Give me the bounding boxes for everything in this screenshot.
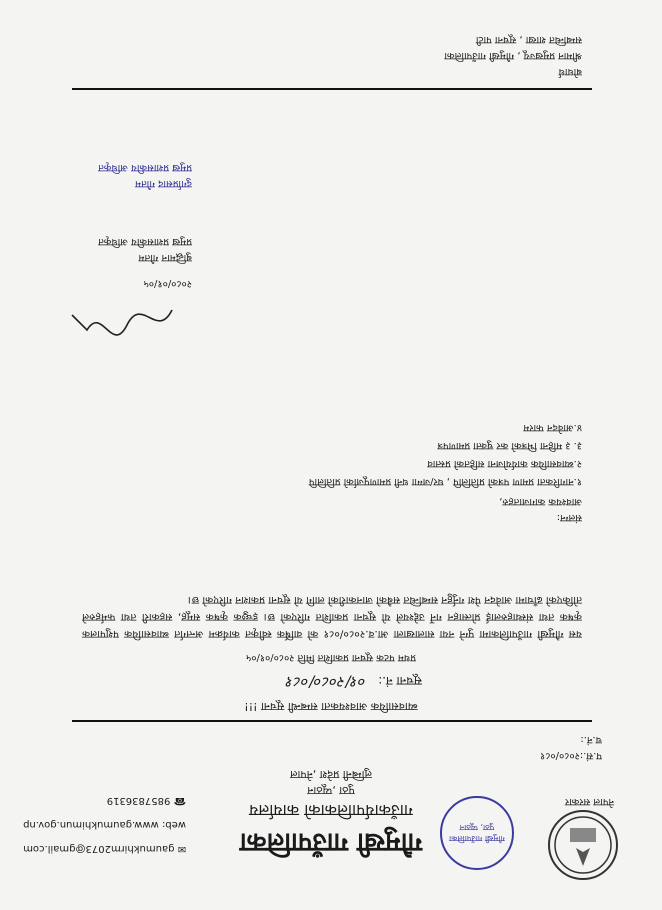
- notice-heading: ब्यावसायिक आवश्यकता सम्बन्धी सूचना !!!: [244, 700, 418, 713]
- signatory-title: प्रमुख प्रशासकीय अधिकृत: [98, 162, 192, 173]
- required-docs-label: आवश्यक कागजातहरु,: [499, 496, 582, 507]
- header-divider: [72, 720, 592, 722]
- notice-number: [286, 672, 422, 692]
- signatory-title: प्रमुख प्रशासकीय अधिकृत: [98, 236, 192, 247]
- phone-contact: [107, 795, 186, 806]
- doc-item: ४.आवेदन फारम: [523, 422, 582, 433]
- ref-number: प.सं.:२०८०/०८१: [540, 750, 602, 761]
- signatory-name: दुर्गाप्रसाद गौतम: [135, 178, 192, 189]
- cc-label: बोधार्थ: [558, 66, 582, 77]
- office-subtitle: गाउँकार्यपालिकाको कार्यालय: [249, 801, 413, 820]
- cc-line: श्रीमान प्रमुखज्यू , गौमुखी गाउँपालिका: [444, 50, 582, 61]
- notice-number-label: सूचना नं.:: [378, 674, 422, 688]
- doc-item: ३. ३ महिना भित्रको कर चुक्ता प्रमाणपत्र: [437, 440, 582, 451]
- address-line-2: लुम्बिनी प्रदेश ,नेपाल: [290, 768, 372, 781]
- email-contact: [23, 843, 186, 854]
- doc-item: २.ब्यावसायिक कार्ययोजना सहितको प्रस्ताव: [427, 458, 582, 469]
- municipality-title: गौमुखी गाउँपालिका: [239, 827, 423, 857]
- cc-line: सम्बन्धित शाखा , सूचना पाटी: [475, 34, 582, 45]
- signature-date: २०८०/०१/०५: [143, 278, 192, 289]
- notice-number-value: ०१/२०८०/०८१: [286, 673, 367, 691]
- logo-label: नेपाल सरकार: [565, 796, 614, 807]
- email-text: gaumukhirm2073@gmail.com: [23, 843, 175, 854]
- handwritten-signature-icon: [62, 290, 182, 350]
- footer-divider: [72, 88, 592, 90]
- web-contact: web: www.gaumukhimun.gov.np: [23, 819, 186, 830]
- signature-mark: [62, 290, 182, 350]
- signatory-name: बुद्धिमान गौतम: [138, 252, 192, 263]
- doc-item: १.नागरिकता प्रमाण पत्रको प्रतिलिपि , घर/जग्गा धनी प्रमाणपूर्जाको प्रतिलिपि: [308, 476, 582, 487]
- stamp-text: गौमुखी गाउँपालिका पुठा, प्यूठान: [449, 823, 505, 843]
- email-icon: ✉: [174, 843, 186, 854]
- enclosure-label: संलग्न:: [556, 512, 582, 523]
- publish-date: प्रथम पटक सूचना प्रकाशित मिति २०८०/०१/०५: [246, 652, 416, 663]
- phone-text: 9857836319: [106, 795, 171, 806]
- address-line-1: पुठा ,प्यूठान: [307, 784, 355, 797]
- dispatch-number: च.नं.:: [580, 734, 602, 745]
- notice-body: यस गौमुखी गाउँपालिकामा पुग्ने नया सालाखाला आ.व.२०८०/०८१ को वार्षिक स्वीकृत कार्यक्रम अन्तर्गत ब्यावसायिक पशुपालक कृषक तथा संस्थाहरुलाई प्रोत्साहन गर्ने उद्देश्यले यो सूचना प्रकाशित गरिएको छ। इच्छुक कृषक समूह, सहकारी तथा फर्महरुले तोकिएको ढाँचामा आवेदन पेश गर्नुहुन सम्बन्धित सबैको जानकारीको लागि यो सूचना प्रकाशन गरिएको छ।: [82, 594, 582, 640]
- phone-icon: ☎: [170, 795, 186, 806]
